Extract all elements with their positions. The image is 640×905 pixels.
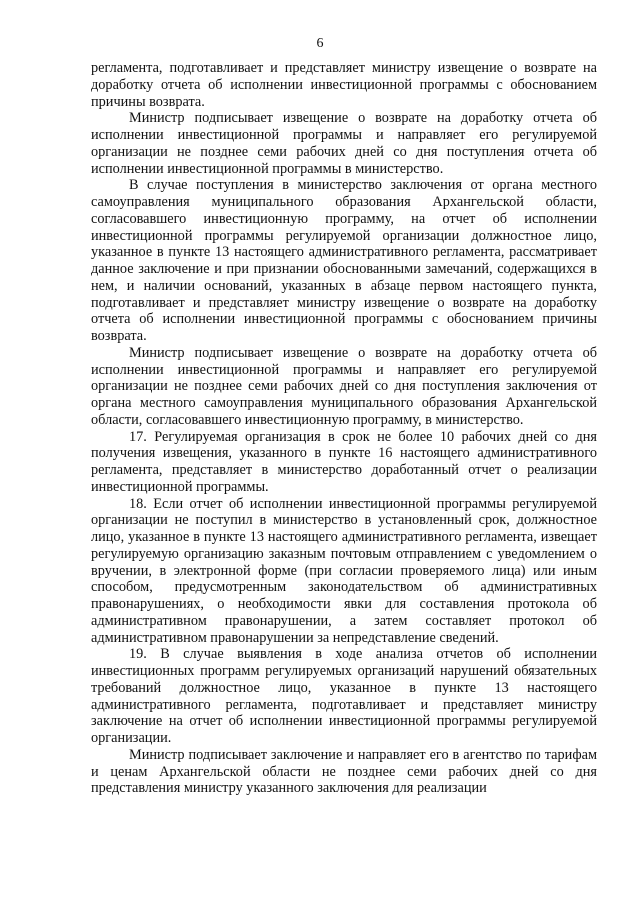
paragraph: В случае поступления в министерство заключения от органа местного самоуправления муниципального образования Архангельской области, согласовавшего инвестиционную программу, на отчет об исполнении инвестиционной программы регулируемой организации должностное лицо, указанное в пункте 13 настоящего административного регламента, рассматривает данное заключение и при признании обоснованными замечаний, содержащихся в нем, и наличии оснований, указанных в абзаце первом настоящего пункта, подготавливает и представляет министру извещение о возврате на доработку отчета об исполнении инвестиционной программы с обоснованием причины возврата. (91, 177, 597, 344)
paragraph-item-17: 17. Регулируемая организация в срок не более 10 рабочих дней со дня получения извещения, указанного в пункте 16 настоящего административного регламента, представляет в министерство доработанный отчет о реализации инвестиционной программы. (91, 428, 597, 495)
paragraph-item-18: 18. Если отчет об исполнении инвестиционной программы регулируемой организации не поступил в министерство в установленный срок, должностное лицо, указанное в пункте 13 настоящего административного регламента, извещает регулируемую организацию заказным почтовым отправлением с уведомлением о вручении, в электронной форме (при согласии проверяемого лица) или иным способом, предусмотренным законодательством об административных правонарушениях, о необходимости явки для составления протокола об административном правонарушении, а затем составляет протокол об административном правонарушении за непредставление сведений. (91, 495, 597, 646)
paragraph-continuation: регламента, подготавливает и представляет министру извещение о возврате на доработку отчета об исполнении инвестиционной программы с обоснованием причины возврата. (91, 60, 597, 110)
paragraph: Министр подписывает извещение о возврате на доработку отчета об исполнении инвестиционной программы и направляет его регулируемой организации не позднее семи рабочих дней со дня поступления заключения от органа местного самоуправления муниципального образования Архангельской области, согласовавшего инвестиционную программу, в министерство. (91, 344, 597, 428)
paragraph-item-19: 19. В случае выявления в ходе анализа отчетов об исполнении инвестиционных программ регулируемых организаций нарушений обязательных требований должностное лицо, указанное в пункте 13 настоящего административного регламента, подготавливает и представляет министру заключение на отчет об исполнении инвестиционной программы регулируемой организации. (91, 646, 597, 746)
document-body (91, 60, 597, 797)
page-number: 6 (316, 36, 324, 51)
paragraph: Министр подписывает заключение и направляет его в агентство по тарифам и ценам Архангельской области не позднее семи рабочих дней со дня представления министру указанного заключения для реализации (91, 746, 597, 797)
paragraph: Министр подписывает извещение о возврате на доработку отчета об исполнении инвестиционной программы и направляет его регулируемой организации не позднее семи рабочих дней со дня поступления отчета об исполнении инвестиционной программы в министерство. (91, 110, 597, 177)
